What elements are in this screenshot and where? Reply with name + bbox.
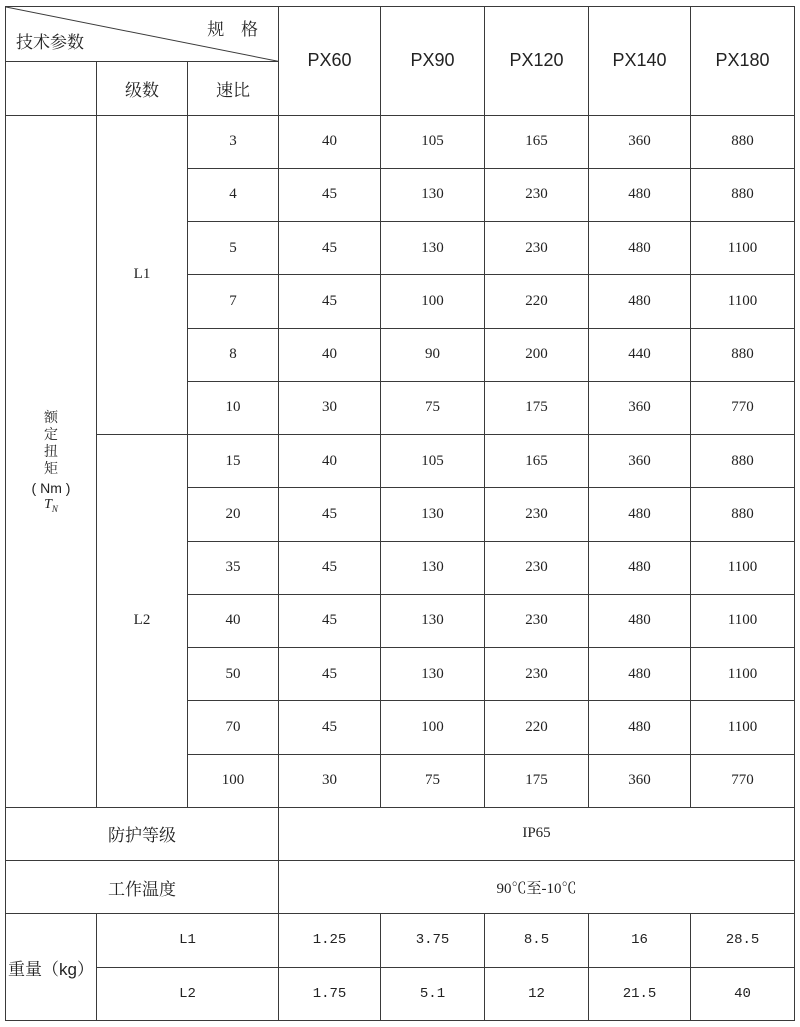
header-blank-cell bbox=[6, 62, 97, 115]
torque-value: 130 bbox=[381, 648, 485, 701]
torque-value: 105 bbox=[381, 115, 485, 168]
torque-value: 200 bbox=[485, 328, 589, 381]
header-diagonal-cell bbox=[6, 7, 279, 62]
torque-value: 480 bbox=[589, 648, 691, 701]
torque-value: 230 bbox=[485, 168, 589, 221]
torque-value: 105 bbox=[381, 435, 485, 488]
ratio-cell: 40 bbox=[188, 594, 279, 647]
weight-value: 1.25 bbox=[279, 914, 381, 967]
torque-value: 440 bbox=[589, 328, 691, 381]
ratio-cell: 20 bbox=[188, 488, 279, 541]
torque-value: 880 bbox=[691, 328, 795, 381]
weight-value: 8.5 bbox=[485, 914, 589, 967]
ratio-cell: 15 bbox=[188, 435, 279, 488]
torque-value: 360 bbox=[589, 435, 691, 488]
stage-label: L1 bbox=[97, 115, 188, 435]
torque-value: 90 bbox=[381, 328, 485, 381]
weight-stage: L2 bbox=[97, 967, 279, 1020]
ratio-cell: 4 bbox=[188, 168, 279, 221]
torque-value: 45 bbox=[279, 701, 381, 754]
torque-value: 45 bbox=[279, 541, 381, 594]
torque-value: 30 bbox=[279, 381, 381, 434]
weight-row bbox=[6, 967, 795, 1020]
torque-value: 1100 bbox=[691, 701, 795, 754]
torque-value: 130 bbox=[381, 594, 485, 647]
torque-value: 175 bbox=[485, 754, 589, 807]
torque-label: 额定扭矩 bbox=[44, 408, 58, 476]
weight-value: 1.75 bbox=[279, 967, 381, 1020]
torque-value: 770 bbox=[691, 381, 795, 434]
torque-value: 1100 bbox=[691, 222, 795, 275]
temperature-value: 90℃至-10℃ bbox=[279, 861, 795, 914]
torque-value: 75 bbox=[381, 381, 485, 434]
torque-value: 165 bbox=[485, 115, 589, 168]
torque-value: 75 bbox=[381, 754, 485, 807]
weight-value: 12 bbox=[485, 967, 589, 1020]
weight-value: 21.5 bbox=[589, 967, 691, 1020]
torque-value: 220 bbox=[485, 701, 589, 754]
torque-value: 230 bbox=[485, 488, 589, 541]
weight-stage: L1 bbox=[97, 914, 279, 967]
protection-label: 防护等级 bbox=[6, 807, 279, 860]
torque-label-cell bbox=[6, 115, 97, 807]
torque-value: 480 bbox=[589, 168, 691, 221]
temperature-row bbox=[6, 861, 795, 914]
weight-value: 3.75 bbox=[381, 914, 485, 967]
torque-unit: ( Nm ) bbox=[31, 479, 71, 496]
torque-row bbox=[6, 115, 795, 168]
torque-value: 480 bbox=[589, 701, 691, 754]
protection-value: IP65 bbox=[279, 807, 795, 860]
ratio-cell: 50 bbox=[188, 648, 279, 701]
ratio-cell: 70 bbox=[188, 701, 279, 754]
torque-value: 100 bbox=[381, 701, 485, 754]
weight-label: 重量（kg） bbox=[6, 914, 97, 1021]
torque-value: 880 bbox=[691, 168, 795, 221]
torque-value: 130 bbox=[381, 222, 485, 275]
spec-label: 规 格 bbox=[207, 20, 265, 39]
torque-value: 100 bbox=[381, 275, 485, 328]
torque-value: 1100 bbox=[691, 594, 795, 647]
torque-value: 45 bbox=[279, 275, 381, 328]
torque-symbol: $T_N$ bbox=[44, 496, 58, 514]
weight-row bbox=[6, 914, 795, 967]
param-label: 技术参数 bbox=[16, 33, 84, 53]
torque-value: 130 bbox=[381, 488, 485, 541]
torque-value: 360 bbox=[589, 115, 691, 168]
weight-value: 40 bbox=[691, 967, 795, 1020]
ratio-cell: 10 bbox=[188, 381, 279, 434]
model-header: PX120 bbox=[485, 7, 589, 116]
ratio-header: 速比 bbox=[188, 62, 279, 115]
weight-value: 16 bbox=[589, 914, 691, 967]
torque-value: 130 bbox=[381, 541, 485, 594]
torque-value: 480 bbox=[589, 594, 691, 647]
ratio-cell: 5 bbox=[188, 222, 279, 275]
torque-value: 45 bbox=[279, 488, 381, 541]
model-header: PX140 bbox=[589, 7, 691, 116]
torque-value: 480 bbox=[589, 275, 691, 328]
torque-value: 230 bbox=[485, 541, 589, 594]
torque-value: 130 bbox=[381, 168, 485, 221]
model-header: PX60 bbox=[279, 7, 381, 116]
torque-value: 1100 bbox=[691, 541, 795, 594]
torque-value: 880 bbox=[691, 115, 795, 168]
torque-value: 770 bbox=[691, 754, 795, 807]
torque-value: 45 bbox=[279, 222, 381, 275]
torque-value: 175 bbox=[485, 381, 589, 434]
torque-value: 880 bbox=[691, 435, 795, 488]
torque-value: 40 bbox=[279, 328, 381, 381]
torque-value: 40 bbox=[279, 115, 381, 168]
stage-header: 级数 bbox=[97, 62, 188, 115]
torque-value: 220 bbox=[485, 275, 589, 328]
temperature-label: 工作温度 bbox=[6, 861, 279, 914]
spec-table bbox=[5, 6, 795, 1021]
torque-value: 230 bbox=[485, 648, 589, 701]
torque-value: 30 bbox=[279, 754, 381, 807]
ratio-cell: 35 bbox=[188, 541, 279, 594]
torque-value: 1100 bbox=[691, 275, 795, 328]
ratio-cell: 3 bbox=[188, 115, 279, 168]
ratio-cell: 100 bbox=[188, 754, 279, 807]
torque-row bbox=[6, 435, 795, 488]
torque-value: 45 bbox=[279, 648, 381, 701]
weight-value: 28.5 bbox=[691, 914, 795, 967]
protection-row bbox=[6, 807, 795, 860]
torque-value: 480 bbox=[589, 488, 691, 541]
ratio-cell: 8 bbox=[188, 328, 279, 381]
weight-value: 5.1 bbox=[381, 967, 485, 1020]
torque-value: 360 bbox=[589, 754, 691, 807]
torque-value: 480 bbox=[589, 222, 691, 275]
torque-value: 45 bbox=[279, 594, 381, 647]
torque-value: 40 bbox=[279, 435, 381, 488]
model-header: PX180 bbox=[691, 7, 795, 116]
torque-value: 45 bbox=[279, 168, 381, 221]
stage-label: L2 bbox=[97, 435, 188, 808]
torque-value: 360 bbox=[589, 381, 691, 434]
torque-value: 480 bbox=[589, 541, 691, 594]
torque-value: 230 bbox=[485, 222, 589, 275]
model-header: PX90 bbox=[381, 7, 485, 116]
torque-value: 230 bbox=[485, 594, 589, 647]
torque-value: 880 bbox=[691, 488, 795, 541]
torque-value: 1100 bbox=[691, 648, 795, 701]
torque-value: 165 bbox=[485, 435, 589, 488]
ratio-cell: 7 bbox=[188, 275, 279, 328]
